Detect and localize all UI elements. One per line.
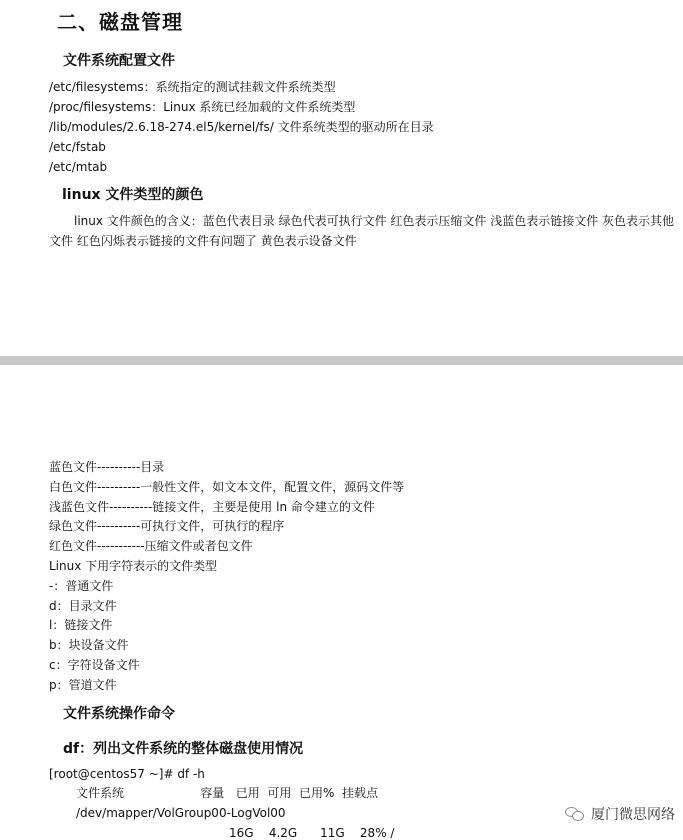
watermark	[565, 804, 675, 824]
type-line: l：链接文件	[49, 618, 113, 632]
type-line: b：块设备文件	[49, 638, 129, 652]
df-values: 16G 4.2G 11G 28% /	[229, 826, 395, 840]
color-line: 红色文件-----------压缩文件或者包文件	[49, 539, 253, 553]
config-line: /lib/modules/2.6.18-274.el5/kernel/fs/ 文件系统类型的驱动所在目录	[49, 120, 434, 134]
df-prompt: [root@centos57 ~]# df -h	[49, 767, 205, 781]
config-line: /etc/mtab	[49, 160, 108, 174]
color-line: 蓝色文件----------目录	[49, 460, 165, 474]
type-line: -：普通文件	[49, 579, 114, 593]
color-line: 绿色文件----------可执行文件，可执行的程序	[49, 519, 285, 533]
watermark-text: 厦门微思网络	[591, 807, 675, 823]
df-header: 文件系统 容量 已用 可用 已用% 挂载点	[76, 786, 379, 800]
df-heading: df：列出文件系统的整体磁盘使用情况	[63, 741, 304, 757]
type-line: c：字符设备文件	[49, 658, 140, 672]
config-files-heading: 文件系统配置文件	[63, 53, 175, 69]
page-title: 二、磁盘管理	[57, 10, 183, 34]
type-heading-line: Linux 下用字符表示的文件类型	[49, 559, 218, 573]
color-line: 浅蓝色文件----------链接文件，主要是使用 ln 命令建立的文件	[49, 500, 375, 514]
type-line: d：目录文件	[49, 599, 117, 613]
df-device: /dev/mapper/VolGroup00-LogVol00	[76, 806, 286, 820]
config-line: /etc/fstab	[49, 140, 106, 154]
config-line: /proc/filesystems：Linux 系统已经加载的文件系统类型	[49, 100, 356, 114]
type-line: p：管道文件	[49, 678, 117, 692]
file-color-paragraph: linux 文件颜色的含义：蓝色代表目录 绿色代表可执行文件 红色表示压缩文件 浅蓝色表示链接文件 灰色表示其他文件 红色闪烁表示链接的文件有问题了 黄色表示设备文件	[49, 214, 675, 248]
config-line: /etc/filesystems：系统指定的测试挂载文件系统类型	[49, 80, 336, 94]
color-line: 白色文件----------一般性文件，如文本文件，配置文件，源码文件等	[49, 480, 405, 494]
file-color-heading: linux 文件类型的颜色	[62, 187, 204, 203]
page-divider	[0, 356, 683, 365]
ops-heading: 文件系统操作命令	[63, 706, 175, 722]
wechat-icon	[565, 806, 585, 822]
